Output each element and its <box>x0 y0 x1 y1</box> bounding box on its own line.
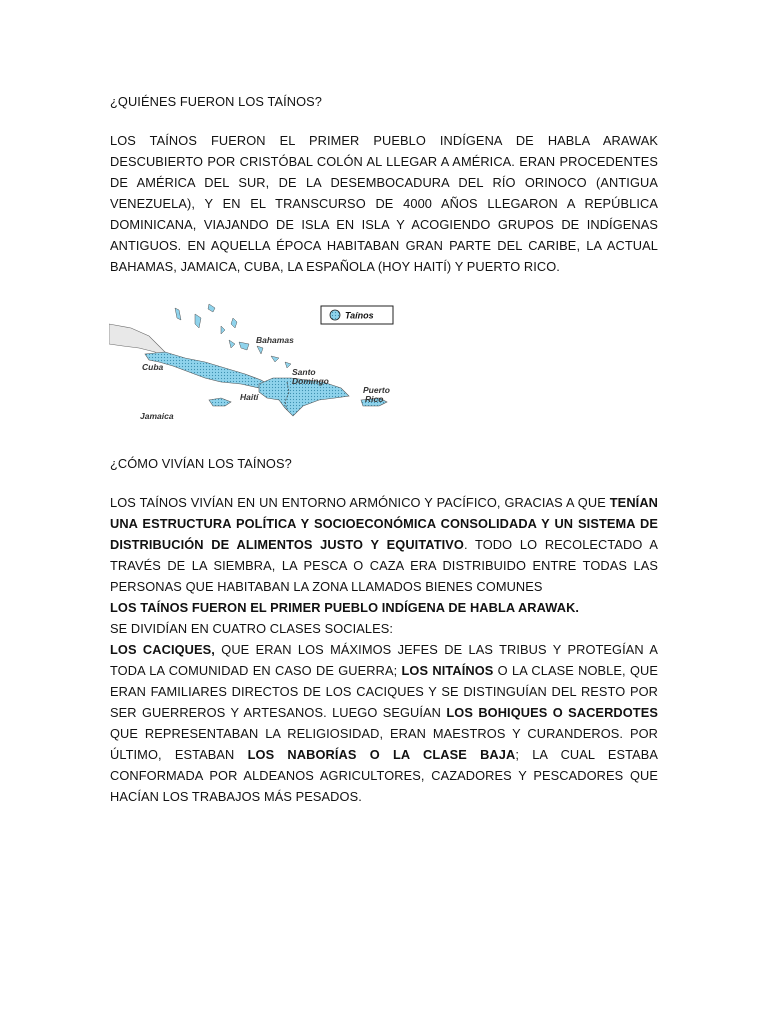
section-heading-como: ¿CÓMO VIVÍAN LOS TAÍNOS? <box>110 456 292 471</box>
map-label-domingo: Domingo <box>292 376 329 386</box>
section-body-lifestyle <box>110 492 658 807</box>
map-label-puerto: Puerto <box>363 385 390 395</box>
map-label-haiti: Haití <box>240 392 259 402</box>
map-label-cuba: Cuba <box>142 362 164 372</box>
legend-label: Taínos <box>345 310 374 321</box>
map-label-jamaica: Jamaica <box>140 411 174 421</box>
map-label-rico: Rico <box>365 394 384 404</box>
paragraph-classes-intro: SE DIVIDÍAN EN CUATRO CLASES SOCIALES: <box>110 621 394 636</box>
paragraph-harmony: LOS TAÍNOS VIVÍAN EN UN ENTORNO ARMÓNICO Y PACÍFICO, GRACIAS A QUE TENÍAN UNA ESTRUCTURA POLÍTICA Y SOCIOECONÓMICA CONSOLIDADA Y UN SISTEMA DE DISTRIBUCIÓN DE ALIMENTOS JUSTO Y EQUITATIVO. TODO LO RECOLECTADO A TRAVÉS DE LA SIEMBRA, LA PESCA O CAZA ERA DISTRIBUIDO ENTRE TODAS LAS PERSONAS QUE HABITABAN LA ZONA LLAMADOS BIENES COMUNES <box>110 495 658 594</box>
taino-map <box>109 302 399 425</box>
map-label-santo: Santo <box>292 367 316 377</box>
section-paragraph-origin: LOS TAÍNOS FUERON EL PRIMER PUEBLO INDÍGENA DE HABLA ARAWAK DESCUBIERTO POR CRISTÓBAL COLÓN AL LLEGAR A AMÉRICA. ERAN PROCEDENTES DE AMÉRICA DEL SUR, DE LA DESEMBOCADURA DEL RÍO ORINOCO (ANTIGUA VENEZUELA), Y EN EL TRANSCURSO DE 4000 AÑOS LLEGARON A REPÚBLICA DOMINICANA, VIAJANDO DE ISLA EN ISLA Y ACOGIENDO GRUPOS DE INDÍGENAS ANTIGUOS. EN AQUELLA ÉPOCA HABITABAN GRAN PARTE DEL CARIBE, LA ACTUAL BAHAMAS, JAMAICA, CUBA, LA ESPAÑOLA (HOY HAITÍ) Y PUERTO RICO. <box>110 133 658 274</box>
legend-swatch <box>330 310 340 320</box>
paragraph-social-classes: LOS CACIQUES, QUE ERAN LOS MÁXIMOS JEFES DE LAS TRIBUS Y PROTEGÍAN A TODA LA COMUNIDAD EN CASO DE GUERRA; LOS NITAÍNOS O LA CLASE NOBLE, QUE ERAN FAMILIARES DIRECTOS DE LOS CACIQUES Y SE DISTINGUÍAN DEL RESTO POR SER GUERREROS Y ARTESANOS. LUEGO SEGUÍAN LOS BOHIQUES O SACERDOTES QUE REPRESENTABAN LA RELIGIOSIDAD, ERAN MAESTROS Y CURANDEROS. POR ÚLTIMO, ESTABAN LOS NABORÍAS O LA CLASE BAJA; LA CUAL ESTABA CONFORMADA POR ALDEANOS AGRICULTORES, CAZADORES Y PESCADORES QUE HACÍAN LOS TRABAJOS MÁS PESADOS. <box>110 642 659 804</box>
section-heading-quienes: ¿QUIÉNES FUERON LOS TAÍNOS? <box>110 94 322 109</box>
map-label-bahamas: Bahamas <box>256 335 294 345</box>
paragraph-arawak: LOS TAÍNOS FUERON EL PRIMER PUEBLO INDÍGENA DE HABLA ARAWAK. <box>110 600 580 615</box>
